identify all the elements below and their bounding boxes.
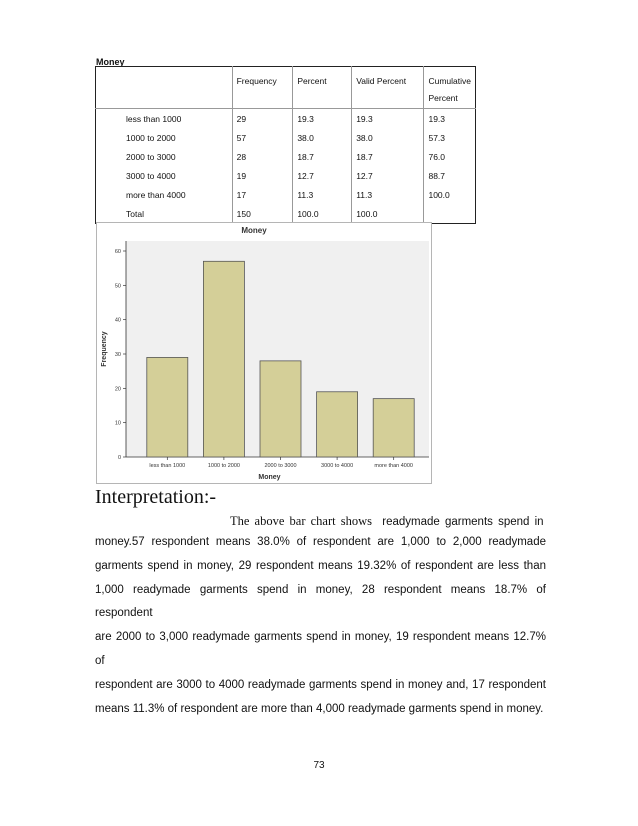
table-cell: 57.3	[424, 128, 476, 147]
table-cell: 11.3	[293, 185, 352, 204]
table-cell: 19.3	[352, 109, 424, 129]
paragraph-line: respondent are 3000 to 4000 readymade garments spend in money and, 17 respondent	[95, 678, 546, 691]
bar	[373, 399, 414, 457]
table-cell: 76.0	[424, 147, 476, 166]
paragraph-line: are 2000 to 3,000 readymade garments spend in money, 19 respondent means 12.7% of	[95, 631, 546, 667]
y-tick-label: 40	[114, 317, 121, 324]
x-tick-label: more than 4000	[374, 463, 413, 469]
table-cell: 19	[232, 166, 293, 185]
x-tick-label: 3000 to 4000	[321, 463, 354, 469]
table-header-cell: Valid Percent	[352, 67, 424, 109]
table-cell: 57	[232, 128, 293, 147]
table-row	[96, 204, 476, 224]
table-row	[96, 166, 476, 185]
table-header-cell	[96, 67, 233, 109]
table-header-cell: Frequency	[232, 67, 293, 109]
x-tick-label: 2000 to 3000	[264, 463, 297, 469]
table-cell: 19.3	[424, 109, 476, 129]
table-cell: 38.0	[352, 128, 424, 147]
paragraph-line: means 11.3% of respondent are more than 4,000 readymade garments spend in money.	[95, 702, 544, 715]
bar	[147, 357, 188, 457]
table-row	[96, 185, 476, 204]
table-cell: 150	[232, 204, 293, 224]
table-cell: 12.7	[352, 166, 424, 185]
interpretation-lead	[230, 514, 544, 529]
table-cell: more than 4000	[126, 189, 186, 200]
interpretation-paragraph	[95, 531, 546, 721]
table-header-cell: Percent	[293, 67, 352, 109]
table-cell: 100.0	[352, 204, 424, 224]
paragraph-line: 1,000 readymade garments spend in money, 28 respondent means 18.7% of respondent	[95, 583, 546, 620]
bar	[317, 392, 358, 457]
table-cell: 3000 to 4000	[126, 170, 176, 181]
x-tick-label: less than 1000	[149, 463, 186, 469]
table-cell: 28	[232, 147, 293, 166]
y-tick-label: 0	[117, 455, 121, 461]
x-axis-label: Money	[258, 474, 281, 481]
table-cell: 100.0	[293, 204, 352, 224]
table-cell: 18.7	[293, 147, 352, 166]
table-cell: 11.3	[352, 185, 424, 204]
y-tick-label: 50	[114, 283, 121, 290]
x-tick-label: 1000 to 2000	[207, 463, 240, 469]
table-cell	[424, 204, 476, 224]
table-header-cell: Cumulative Percent	[424, 67, 476, 109]
table-cell: 1000 to 2000	[126, 132, 176, 143]
table-cell: 17	[232, 185, 293, 204]
table-cell: 100.0	[424, 185, 476, 204]
interpretation-heading: Interpretation:-	[95, 486, 217, 508]
table-cell: 2000 to 3000	[126, 151, 176, 162]
y-tick-label: 20	[114, 386, 121, 393]
table-row	[96, 147, 476, 166]
table-cell: 12.7	[293, 166, 352, 185]
y-tick-label: 60	[114, 249, 121, 255]
frequency-table	[95, 66, 476, 224]
table-cell: 18.7	[352, 147, 424, 166]
chart-title: Money	[241, 226, 267, 235]
lead-serif: The above bar chart shows	[230, 514, 372, 528]
y-axis-label: Frequency	[101, 331, 108, 367]
table-title: Money	[96, 57, 125, 67]
table-cell: 88.7	[424, 166, 476, 185]
table-row	[96, 128, 476, 147]
lead-rest: readymade garments spend in	[382, 516, 544, 528]
page-number: 73	[313, 760, 325, 771]
y-tick-label: 10	[114, 420, 121, 427]
table-row	[96, 109, 476, 129]
bar-chart-svg	[96, 222, 432, 484]
table-cell: 38.0	[293, 128, 352, 147]
table-cell: 29	[232, 109, 293, 129]
table-cell: Total	[126, 208, 144, 219]
bar	[203, 261, 244, 457]
table-cell: 19.3	[293, 109, 352, 129]
paragraph-line: garments spend in money, 29 respondent means 19.32% of respondent are less than	[95, 559, 546, 572]
y-tick-label: 30	[114, 352, 121, 358]
table-cell: less than 1000	[126, 113, 182, 124]
paragraph-line: money.57 respondent means 38.0% of respondent are 1,000 to 2,000 readymade	[95, 536, 546, 548]
table-header-row	[96, 67, 476, 109]
bar-chart	[96, 222, 432, 484]
bar	[260, 361, 301, 457]
